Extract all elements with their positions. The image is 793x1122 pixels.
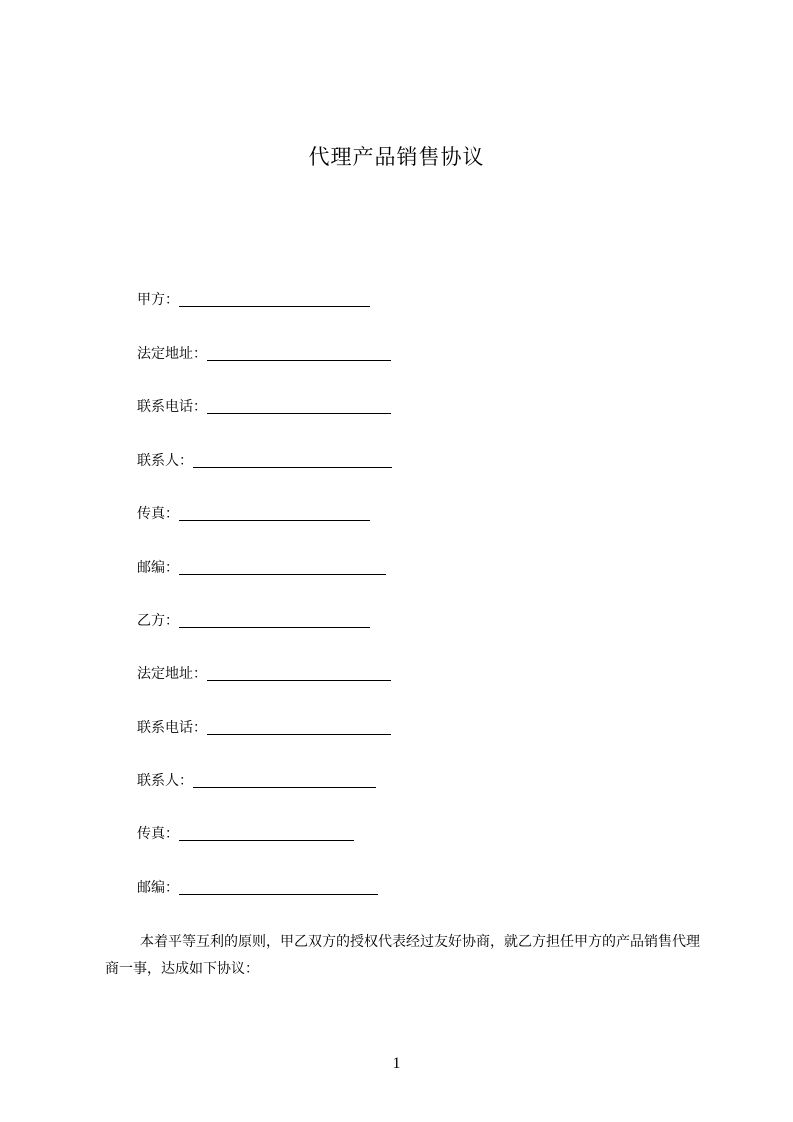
party-b-phone-label: 联系电话：: [137, 720, 207, 736]
page-number: 1: [392, 1055, 401, 1072]
party-b-contact-field: [137, 771, 376, 791]
party-a-name-blank: [179, 292, 370, 307]
intro-paragraph: 本着平等互利的原则，甲乙双方的授权代表经过友好协商，就乙方担任甲方的产品销售代理商一事，达成如下协议：: [105, 934, 700, 977]
party-b-name-blank: [179, 613, 370, 628]
party-b-name-field: [137, 611, 370, 631]
party-b-postcode-label: 邮编：: [137, 880, 179, 896]
party-b-phone-blank: [207, 720, 391, 735]
party-a-phone-label: 联系电话：: [137, 399, 207, 415]
party-b-contact-blank: [193, 773, 376, 788]
party-b-address-blank: [207, 666, 391, 681]
party-a-name-label: 甲方：: [137, 292, 179, 308]
document-title: 代理产品销售协议: [308, 145, 485, 169]
party-a-phone-field: [137, 397, 391, 417]
party-a-postcode-blank: [179, 560, 386, 575]
party-a-postcode-label: 邮编：: [137, 560, 179, 576]
party-a-name-field: [137, 290, 370, 310]
party-b-postcode-field: [137, 878, 378, 898]
party-b-address-label: 法定地址：: [137, 666, 207, 682]
party-a-contact-field: [137, 451, 392, 471]
party-b-name-label: 乙方：: [137, 613, 179, 629]
party-a-contact-label: 联系人：: [137, 453, 193, 469]
party-b-postcode-blank: [179, 880, 378, 895]
party-b-contact-label: 联系人：: [137, 773, 193, 789]
party-a-address-field: [137, 344, 391, 364]
party-b-phone-field: [137, 718, 391, 738]
party-b-fax-blank: [179, 826, 354, 841]
party-a-address-label: 法定地址：: [137, 346, 207, 362]
party-a-fax-blank: [179, 506, 370, 521]
party-a-postcode-field: [137, 558, 386, 578]
party-a-fax-field: [137, 504, 370, 524]
party-a-contact-blank: [193, 453, 392, 468]
party-b-fax-field: [137, 824, 354, 844]
party-b-fax-label: 传真：: [137, 826, 179, 842]
party-a-phone-blank: [207, 399, 391, 414]
party-b-address-field: [137, 664, 391, 684]
party-a-fax-label: 传真：: [137, 506, 179, 522]
party-a-address-blank: [207, 346, 391, 361]
